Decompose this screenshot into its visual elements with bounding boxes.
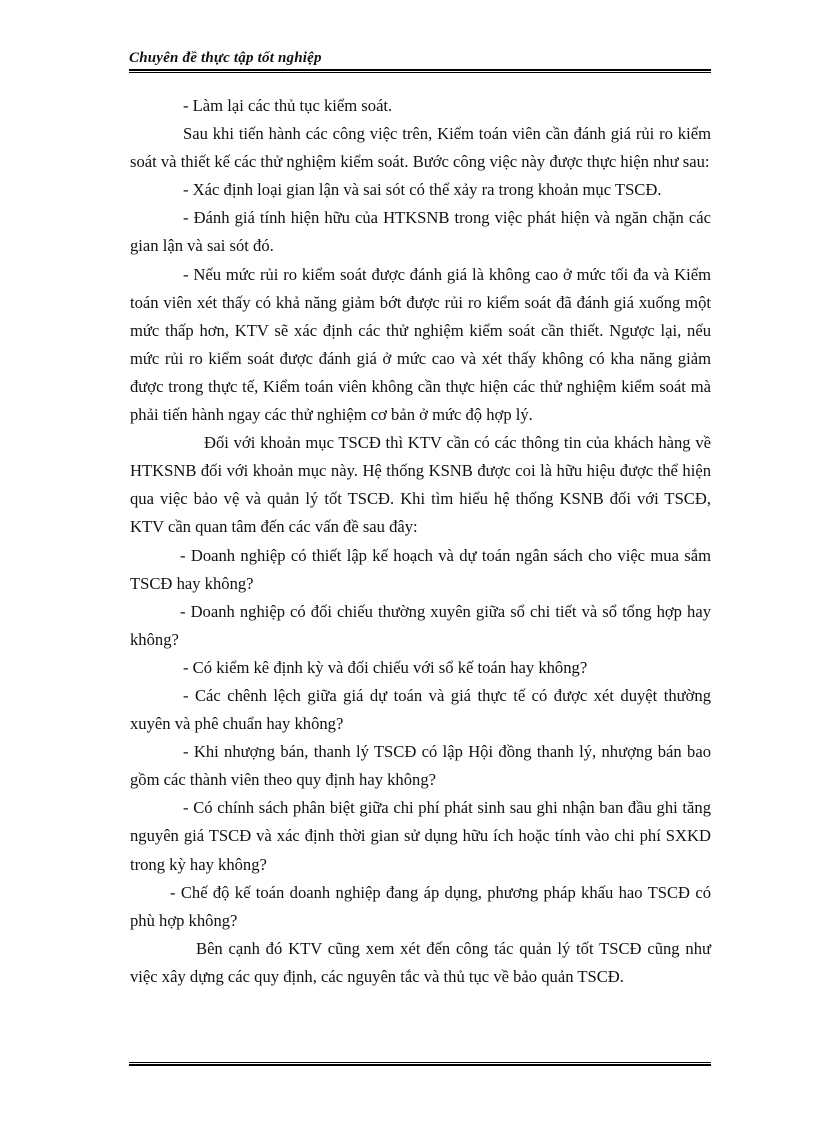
- paragraph: - Doanh nghiệp có đối chiếu thường xuyên giữa sổ chi tiết và sổ tổng hợp hay không?: [130, 601, 711, 649]
- paragraph: - Đánh giá tính hiện hữu của HTKSNB trong việc phát hiện và ngăn chặn các gian lận và sai sót đó.: [130, 208, 711, 256]
- paragraph: - Doanh nghiệp có thiết lập kế hoạch và dự toán ngân sách cho việc mua sắm TSCĐ hay không?: [130, 545, 711, 593]
- document-body: [130, 92, 711, 991]
- paragraph: Đối với khoản mục TSCĐ thì KTV cần có các thông tin của khách hàng về HTKSNB đối với khoản mục này. Hệ thống KSNB được coi là hữu hiệu được thể hiện qua việc bảo vệ và quản lý tốt TSCĐ. Khi tìm hiểu hệ thống KSNB đối với TSCĐ, KTV cần quan tâm đến các vấn đề sau đây:: [130, 433, 711, 537]
- paragraph: - Làm lại các thủ tục kiểm soát.: [183, 96, 393, 115]
- paragraph: Bên cạnh đó KTV cũng xem xét đến công tác quản lý tốt TSCĐ cũng như việc xây dựng các quy định, các nguyên tắc và thủ tục về bảo quản TSCĐ.: [130, 938, 711, 986]
- page-header: [129, 45, 711, 73]
- paragraph: - Có kiểm kê định kỳ và đối chiếu với sổ kế toán hay không?: [183, 657, 588, 677]
- header-rule: [129, 69, 711, 73]
- footer-rule: [129, 1062, 711, 1066]
- paragraph: - Chế độ kế toán doanh nghiệp đang áp dụng, phương pháp khấu hao TSCĐ có phù hợp không?: [130, 882, 711, 930]
- paragraph: Sau khi tiến hành các công việc trên, Kiểm toán viên cần đánh giá rủi ro kiểm soát và thiết kế các thử nghiệm kiểm soát. Bước công việc này được thực hiện như sau:: [130, 124, 711, 172]
- paragraph: - Có chính sách phân biệt giữa chi phí phát sinh sau ghi nhận ban đầu ghi tăng nguyên giá TSCĐ và xác định thời gian sử dụng hữu ích hoặc tính vào chi phí SXKD trong kỳ hay không?: [130, 798, 711, 874]
- paragraph: - Xác định loại gian lận và sai sót có thể xảy ra trong khoản mục TSCĐ.: [183, 180, 662, 200]
- paragraph: - Các chênh lệch giữa giá dự toán và giá thực tế có được xét duyệt thường xuyên và phê chuẩn hay không?: [130, 685, 711, 734]
- paragraph: - Nếu mức rủi ro kiểm soát được đánh giá là không cao ở mức tối đa và Kiểm toán viên xét thấy có khả năng giảm bớt được rủi ro kiểm soát đã đánh giá xuống một mức thấp hơn, KTV sẽ xác định các thử nghiệm kiểm soát cần thiết. Ngược lại, nếu mức rủi ro kiểm soát được đánh giá ở mức cao và xét thấy không có kha năng giảm được trong thực tế, Kiểm toán viên không cần thực hiện các thử nghiệm kiểm soát mà phải tiến hành ngay các thử nghiệm cơ bản ở mức độ hợp lý.: [130, 264, 711, 425]
- paragraph: - Khi nhượng bán, thanh lý TSCĐ có lập Hội đồng thanh lý, nhượng bán bao gồm các thành viên theo quy định hay không?: [130, 742, 711, 790]
- header-title: Chuyên đề thực tập tốt nghiệp: [129, 50, 322, 66]
